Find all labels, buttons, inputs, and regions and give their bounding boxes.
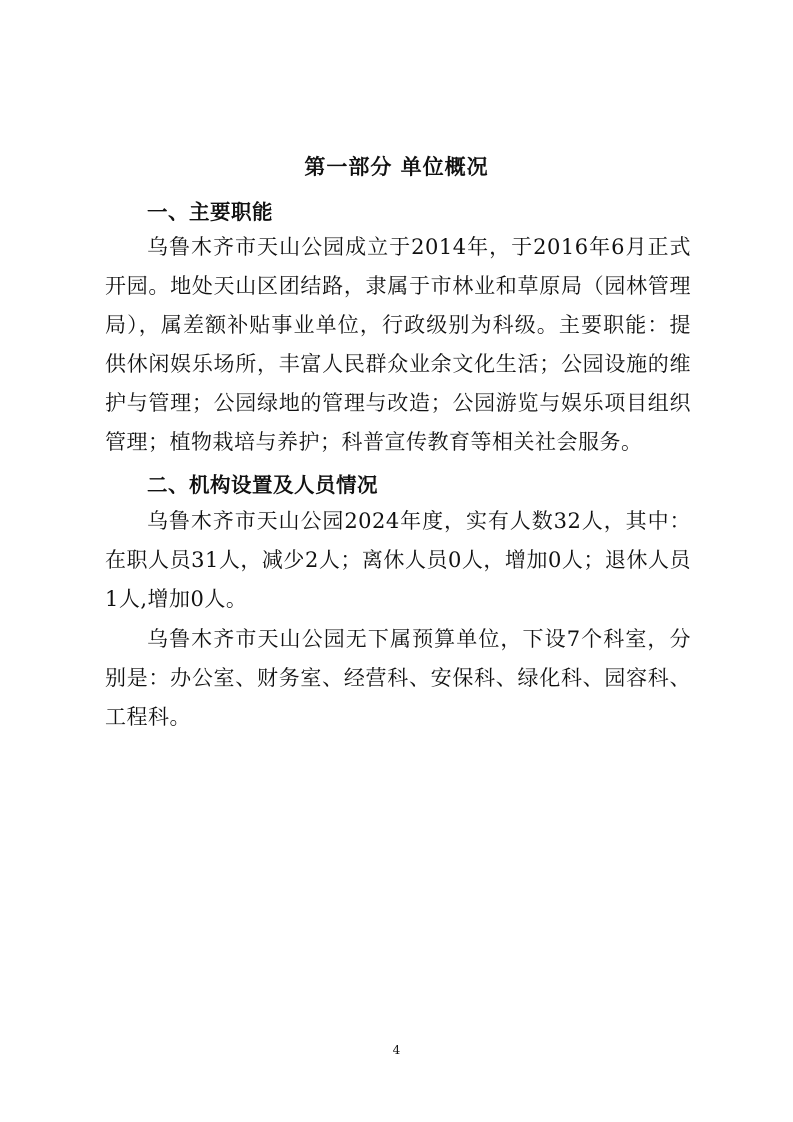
paragraph-main-functions: 乌鲁木齐市天山公园成立于2014年，于2016年6月正式开园。地处天山区团结路，隶属于市林业和草原局（园林管理局），属差额补贴事业单位，行政级别为科级。主要职能：提供休闲娱乐场所，丰富人民群众业余文化生活；公园设施的维护与管理；公园绿地的管理与改造；公园游览与娱乐项目组织管理；植物栽培与养护；科普宣传教育等相关社会服务。 <box>105 235 691 454</box>
part-title: 第一部分 单位概况 <box>304 155 489 179</box>
paragraph-staff-count: 乌鲁木齐市天山公园2024年度，实有人数32人，其中：在职人员31人，减少2人；离休人员0人，增加0人；退休人员1人,增加0人。 <box>105 509 691 611</box>
section-heading-organization-staff: 二、机构设置及人员情况 <box>147 473 378 497</box>
paragraph-departments: 乌鲁木齐市天山公园无下属预算单位，下设7个科室，分别是：办公室、财务室、经营科、安保科、绿化科、园容科、工程科。 <box>105 627 691 729</box>
page-number: 4 <box>392 1043 401 1057</box>
section-heading-main-functions: 一、主要职能 <box>147 200 273 224</box>
